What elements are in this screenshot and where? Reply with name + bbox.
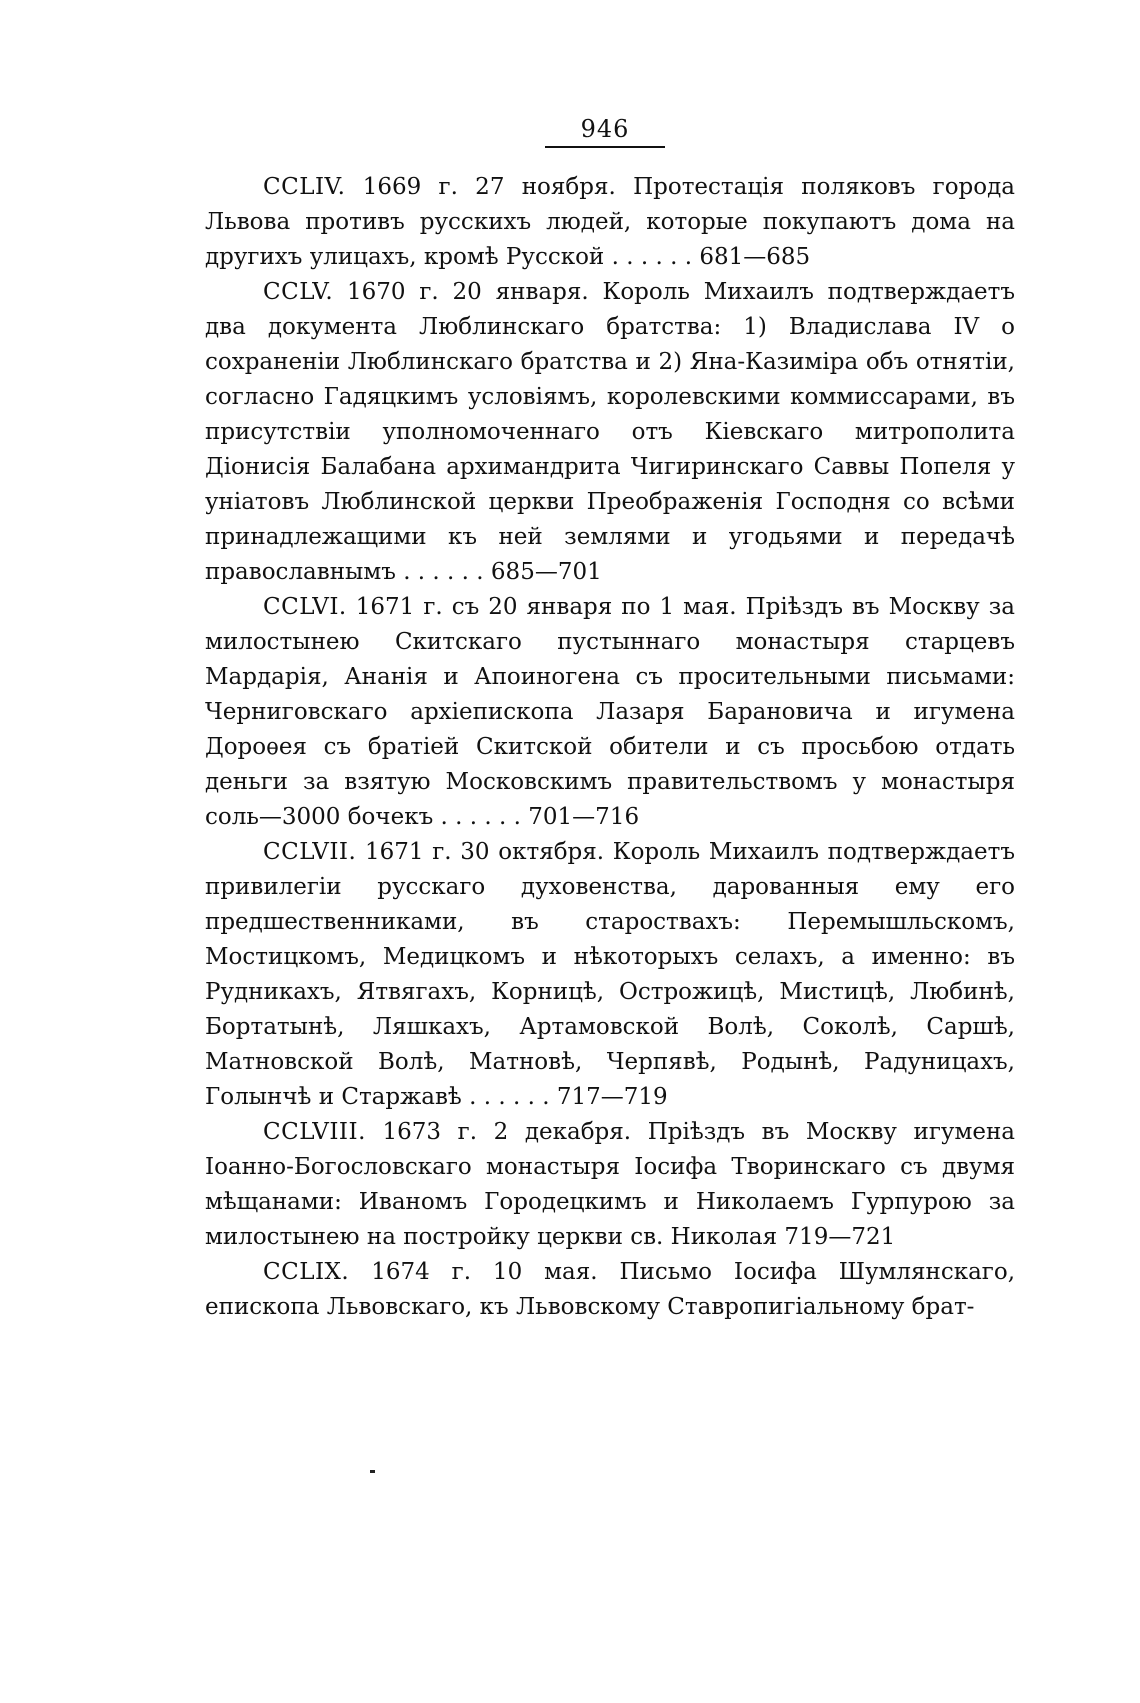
entry-page-range: 719—721 <box>784 1224 896 1250</box>
entry-cclIX <box>205 1255 1015 1325</box>
entry-numeral: CCLV. <box>263 279 334 305</box>
entry-cclVIII <box>205 1115 1015 1255</box>
entry-numeral: CCLVI. <box>263 594 347 620</box>
entry-cclVII <box>205 835 1015 1115</box>
dot-leader: . . . . . . <box>611 244 700 270</box>
entry-body: 1671 г. съ 20 января по 1 мая. Пріѣздъ въ Москву за милостынею Скитскаго пустыннаго монастыря старцевъ Мардарія, Ананія и Апоиногена съ просительными письмами: Черниговскаго архіепископа Лазаря Барановича и игумена Дороѳея съ братіей Скитской обители и съ просьбою отдать деньги за взятую Московскимъ правительствомъ у монастыря соль—3000 бочекъ <box>205 594 1015 830</box>
entry-numeral: CCLIX. <box>263 1259 350 1285</box>
page-number: 946 <box>580 115 630 143</box>
entry-cclVI <box>205 590 1015 835</box>
entry-numeral: CCLIV. <box>263 174 346 200</box>
entry-body: 1670 г. 20 января. Король Михаилъ подтверждаетъ два документа Люблинскаго братства: 1) Владислава IV о сохраненіи Люблинскаго братства и 2) Яна-Казиміра объ отнятіи, согласно Гадяцкимъ условіямъ, королевскими коммиссарами, въ присутствіи уполномоченнаго отъ Кіевскаго митрополита Діонисія Балабана архимандрита Чигиринскаго Саввы Попеля у уніатовъ Люблинской церкви Преображенія Господня со всѣми принадлежащими къ ней землями и угодьями и передачѣ православнымъ <box>205 279 1016 585</box>
entry-body: 1669 г. 27 ноября. Протестація поляковъ города Львова противъ русскихъ людей, которые покупаютъ дома на другихъ улицахъ, кромѣ Русской <box>205 174 1015 270</box>
entry-page-range: 685—701 <box>490 559 602 585</box>
entry-body: 1674 г. 10 мая. Письмо Іосифа Шумлянскаго, епископа Львовскаго, къ Львовскому Ставропигіальному брат- <box>205 1259 1016 1320</box>
entry-cclIV <box>205 170 1015 275</box>
entry-page-range: 717—719 <box>556 1084 668 1110</box>
dot-leader: . . . . . . <box>469 1084 557 1110</box>
entry-page-range: 681—685 <box>699 244 811 270</box>
page-number-rule <box>545 146 665 148</box>
entry-numeral: CCLVII. <box>263 839 357 865</box>
print-speck <box>370 1470 375 1473</box>
dot-leader: . . . . . . <box>440 804 529 830</box>
entry-numeral: CCLVIII. <box>263 1119 366 1145</box>
entry-list <box>205 170 1015 1325</box>
entry-cclV <box>205 275 1015 590</box>
dot-leader: . . . . . . <box>403 559 491 585</box>
entry-page-range: 701—716 <box>528 804 640 830</box>
entry-body: 1673 г. 2 декабря. Пріѣздъ въ Москву игумена Іоанно-Богословскаго монастыря Іосифа Творинскаго съ двумя мѣщанами: Иваномъ Городецкимъ и Николаемъ Гурпурою за милостынею на постройку церкви св. Николая <box>205 1119 1016 1250</box>
entry-body: 1671 г. 30 октября. Король Михаилъ подтверждаетъ привилегіи русскаго духовенства, дарованныя ему его предшественниками, въ староствахъ: Перемышльскомъ, Мостицкомъ, Медицкомъ и нѣкоторыхъ селахъ, а именно: въ Рудникахъ, Ятвягахъ, Корницѣ, Острожицѣ, Мистицѣ, Любинѣ, Бортатынѣ, Ляшкахъ, Артамовской Волѣ, Соколѣ, Саршѣ, Матновской Волѣ, Матновѣ, Черпявѣ, Родынѣ, Радуницахъ, Голынчѣ и Старжавѣ <box>205 839 1015 1110</box>
